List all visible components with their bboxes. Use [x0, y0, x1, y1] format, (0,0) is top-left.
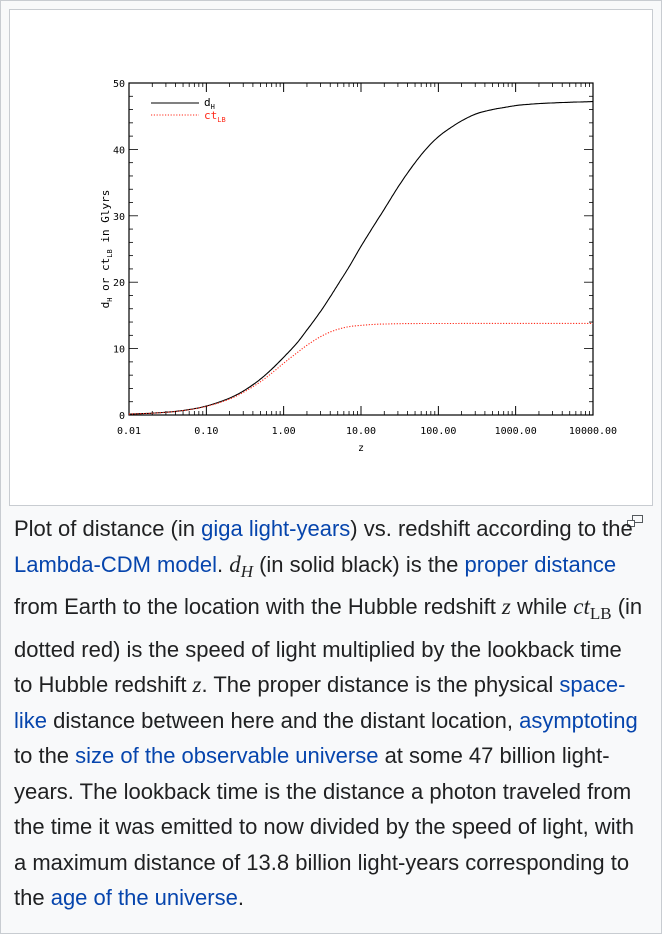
- series-line-dH: [129, 102, 593, 415]
- y-tick-label: 0: [118, 411, 125, 422]
- y-tick-label: 10: [112, 344, 125, 356]
- series-lines: [129, 102, 593, 415]
- link-proper-distance[interactable]: proper distance: [464, 551, 617, 577]
- figure-caption: Plot of distance (in giga light-years) vs. redshift according to the Lambda-CDM model. $d_H$ (in solid black) is the proper distance from Earth to the location with the Hubble redshift z while $ct_{LB}$ (in dotted red) is the speed of light multiplied by the lookback time to Hubble redshift z. The proper distance is the physical space-like distance between here and the distant location, asymptoting to the size of the observable universe at some 47 billion light-years. The lookback time is the distance a photon traveled from the time it was emitted to now divided by the speed of light, with a maximum distance of 13.8 billion light-years corresponding to the age of the universe.: [14, 516, 643, 910]
- x-ticks: [117, 83, 617, 437]
- link-size-of-observable-universe[interactable]: size of the observable universe: [75, 743, 379, 768]
- x-tick-label: 1.00: [271, 426, 296, 437]
- link-age-of-the-universe[interactable]: age of the universe: [50, 885, 238, 910]
- math-dH: $d_H$: [229, 551, 253, 581]
- x-tick-label: 0.10: [194, 426, 219, 437]
- math-ctLB: $ct_{LB}$: [573, 594, 612, 623]
- math-z: z: [501, 594, 511, 619]
- legend: [151, 96, 226, 124]
- link-lambda-cdm-model[interactable]: Lambda-CDM model: [14, 551, 217, 577]
- y-axis-label: $d_H$ or $ct_{LB}$ in Glyrs: [99, 189, 114, 309]
- y-tick-label: 40: [112, 145, 125, 157]
- x-tick-label: 10.00: [345, 426, 377, 437]
- legend-label-dH: $d_H$: [204, 96, 215, 111]
- plot-frame: [129, 83, 593, 415]
- legend-label-ctLB: $ct_{LB}$: [204, 109, 226, 124]
- y-tick-label: 50: [112, 79, 125, 90]
- y-tick-label: 20: [112, 278, 125, 290]
- y-ticks: [113, 79, 593, 422]
- link-giga-light-years[interactable]: giga light-years: [201, 516, 351, 541]
- y-tick-label: 30: [112, 211, 125, 223]
- link-space-like[interactable]: space-like: [14, 672, 626, 733]
- x-tick-label: 10000.00: [568, 426, 618, 437]
- chart-image[interactable]: [9, 9, 653, 506]
- distance-redshift-chart: [10, 10, 654, 507]
- math-z-2: z: [192, 672, 202, 697]
- series-line-ctLB: [129, 323, 593, 414]
- x-tick-label: 0.01: [116, 426, 142, 437]
- link-asymptoting[interactable]: asymptoting: [519, 707, 638, 733]
- x-axis-label: z: [357, 443, 365, 454]
- x-tick-label: 1000.00: [494, 426, 537, 437]
- x-tick-label: 100.00: [420, 426, 457, 437]
